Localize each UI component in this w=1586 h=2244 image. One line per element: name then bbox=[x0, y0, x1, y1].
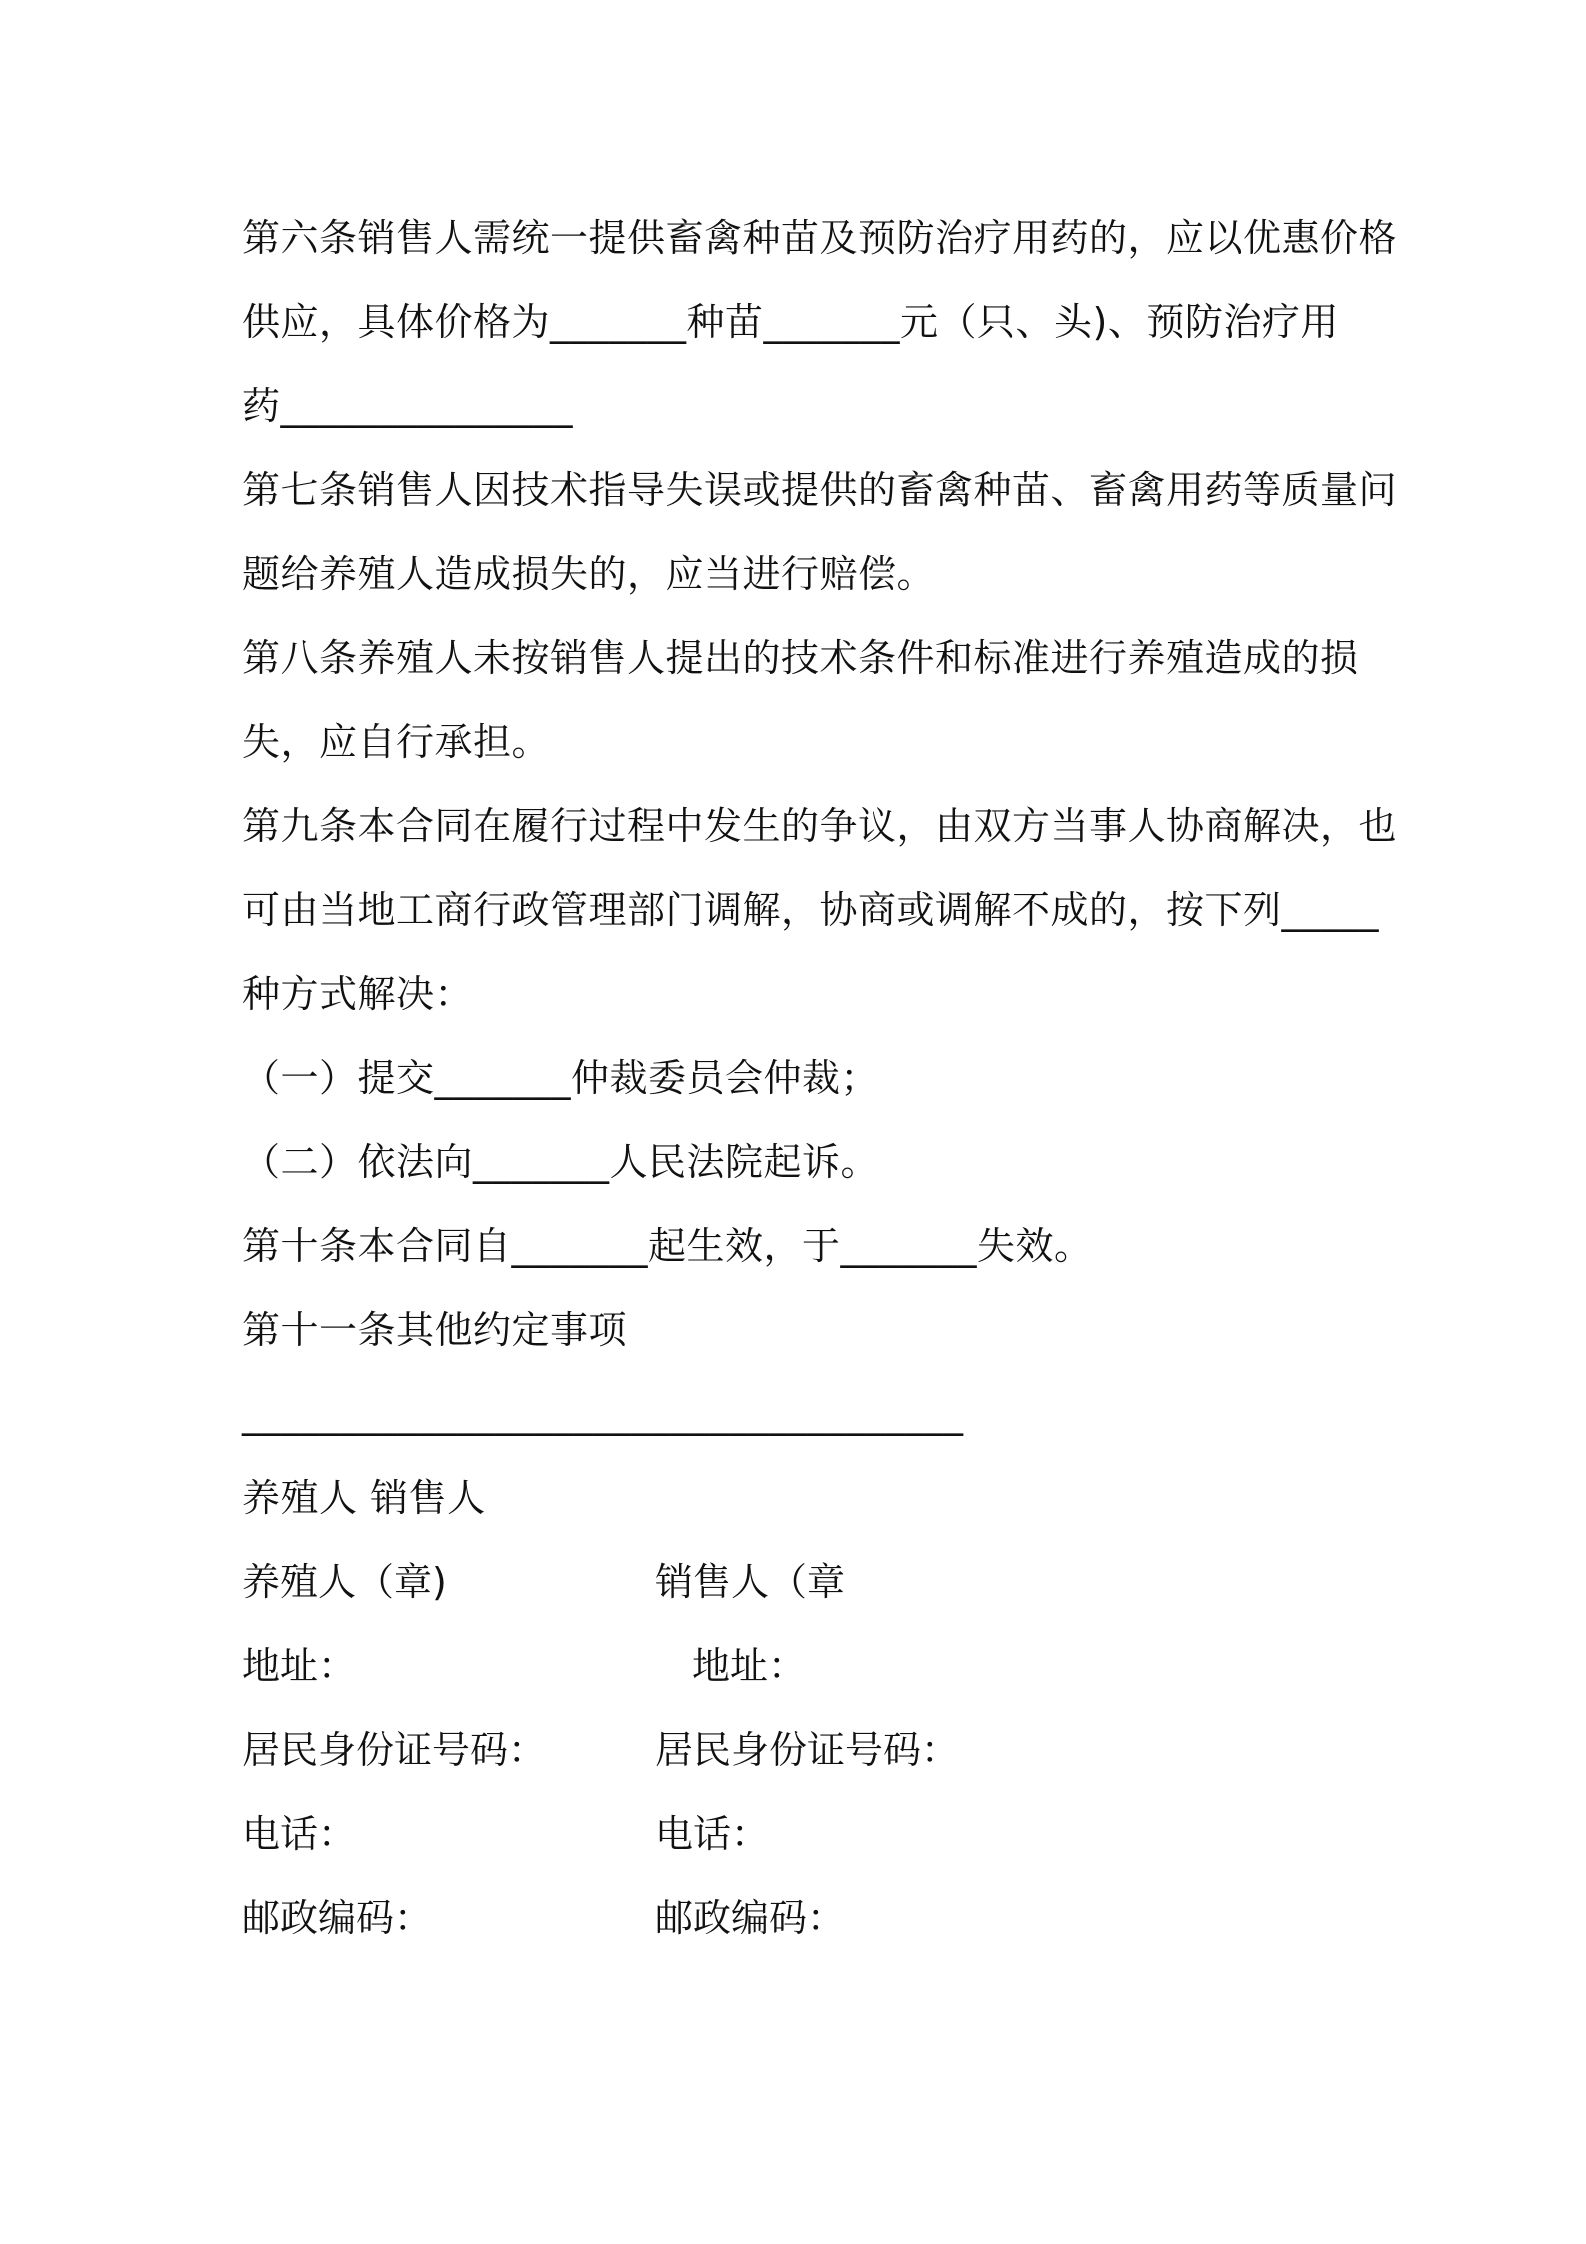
contract-body bbox=[242, 196, 1398, 1960]
clause-8-line-1: 第八条养殖人未按销售人提出的技术条件和标准进行养殖造成的损 bbox=[242, 636, 1359, 680]
clause-9-line-1: 第九条本合同在履行过程中发生的争议，由双方当事人协商解决，也 bbox=[242, 804, 1398, 848]
clause-8-line-2: 失，应自行承担。 bbox=[242, 720, 551, 764]
clause-9-option-1: （一）提交_______仲裁委员会仲裁； bbox=[242, 1056, 880, 1100]
breeder-phone-label: 电话： bbox=[242, 1812, 357, 1856]
signature-row-postal-code bbox=[242, 1876, 1372, 1960]
clause-6-line-2: 供应，具体价格为_______种苗_______元（只、头)、预防治疗用 bbox=[242, 300, 1339, 344]
clause-11-blank-line: _____________________________________ bbox=[242, 1392, 964, 1436]
clause-6-line-1: 第六条销售人需统一提供畜禽种苗及预防治疗用药的，应以优惠价格 bbox=[242, 216, 1398, 260]
signature-parties: 养殖人 销售人 bbox=[242, 1476, 486, 1520]
seller-postal-code-label: 邮政编码： bbox=[655, 1896, 846, 1940]
breeder-address-label: 地址： bbox=[242, 1644, 357, 1688]
clause-7-line-1: 第七条销售人因技术指导失误或提供的畜禽种苗、畜禽用药等质量问 bbox=[242, 468, 1398, 512]
clause-10-line-1: 第十条本合同自_______起生效，于_______失效。 bbox=[242, 1224, 1093, 1268]
seller-address-label: 地址： bbox=[692, 1644, 807, 1688]
breeder-id-number-label: 居民身份证号码： bbox=[242, 1728, 547, 1772]
signature-row-id-number bbox=[242, 1708, 1372, 1792]
clause-11-line-1: 第十一条其他约定事项 bbox=[242, 1308, 628, 1352]
clause-7-line-2: 题给养殖人造成损失的，应当进行赔偿。 bbox=[242, 552, 936, 596]
signature-row-phone bbox=[242, 1792, 1372, 1876]
clause-6-line-3: 药_______________ bbox=[242, 384, 574, 428]
clause-9-option-2: （二）依法向_______人民法院起诉。 bbox=[242, 1140, 880, 1184]
seller-seal-label: 销售人（章 bbox=[655, 1560, 846, 1604]
seller-phone-label: 电话： bbox=[655, 1812, 770, 1856]
breeder-seal-label: 养殖人（章) bbox=[242, 1560, 447, 1604]
signature-row-seal bbox=[242, 1540, 1372, 1624]
seller-id-number-label: 居民身份证号码： bbox=[655, 1728, 960, 1772]
signature-row-address bbox=[242, 1624, 1372, 1708]
clause-9-line-3: 种方式解决： bbox=[242, 972, 474, 1016]
clause-9-line-2: 可由当地工商行政管理部门调解，协商或调解不成的，按下列_____ bbox=[242, 888, 1380, 932]
breeder-postal-code-label: 邮政编码： bbox=[242, 1896, 433, 1940]
